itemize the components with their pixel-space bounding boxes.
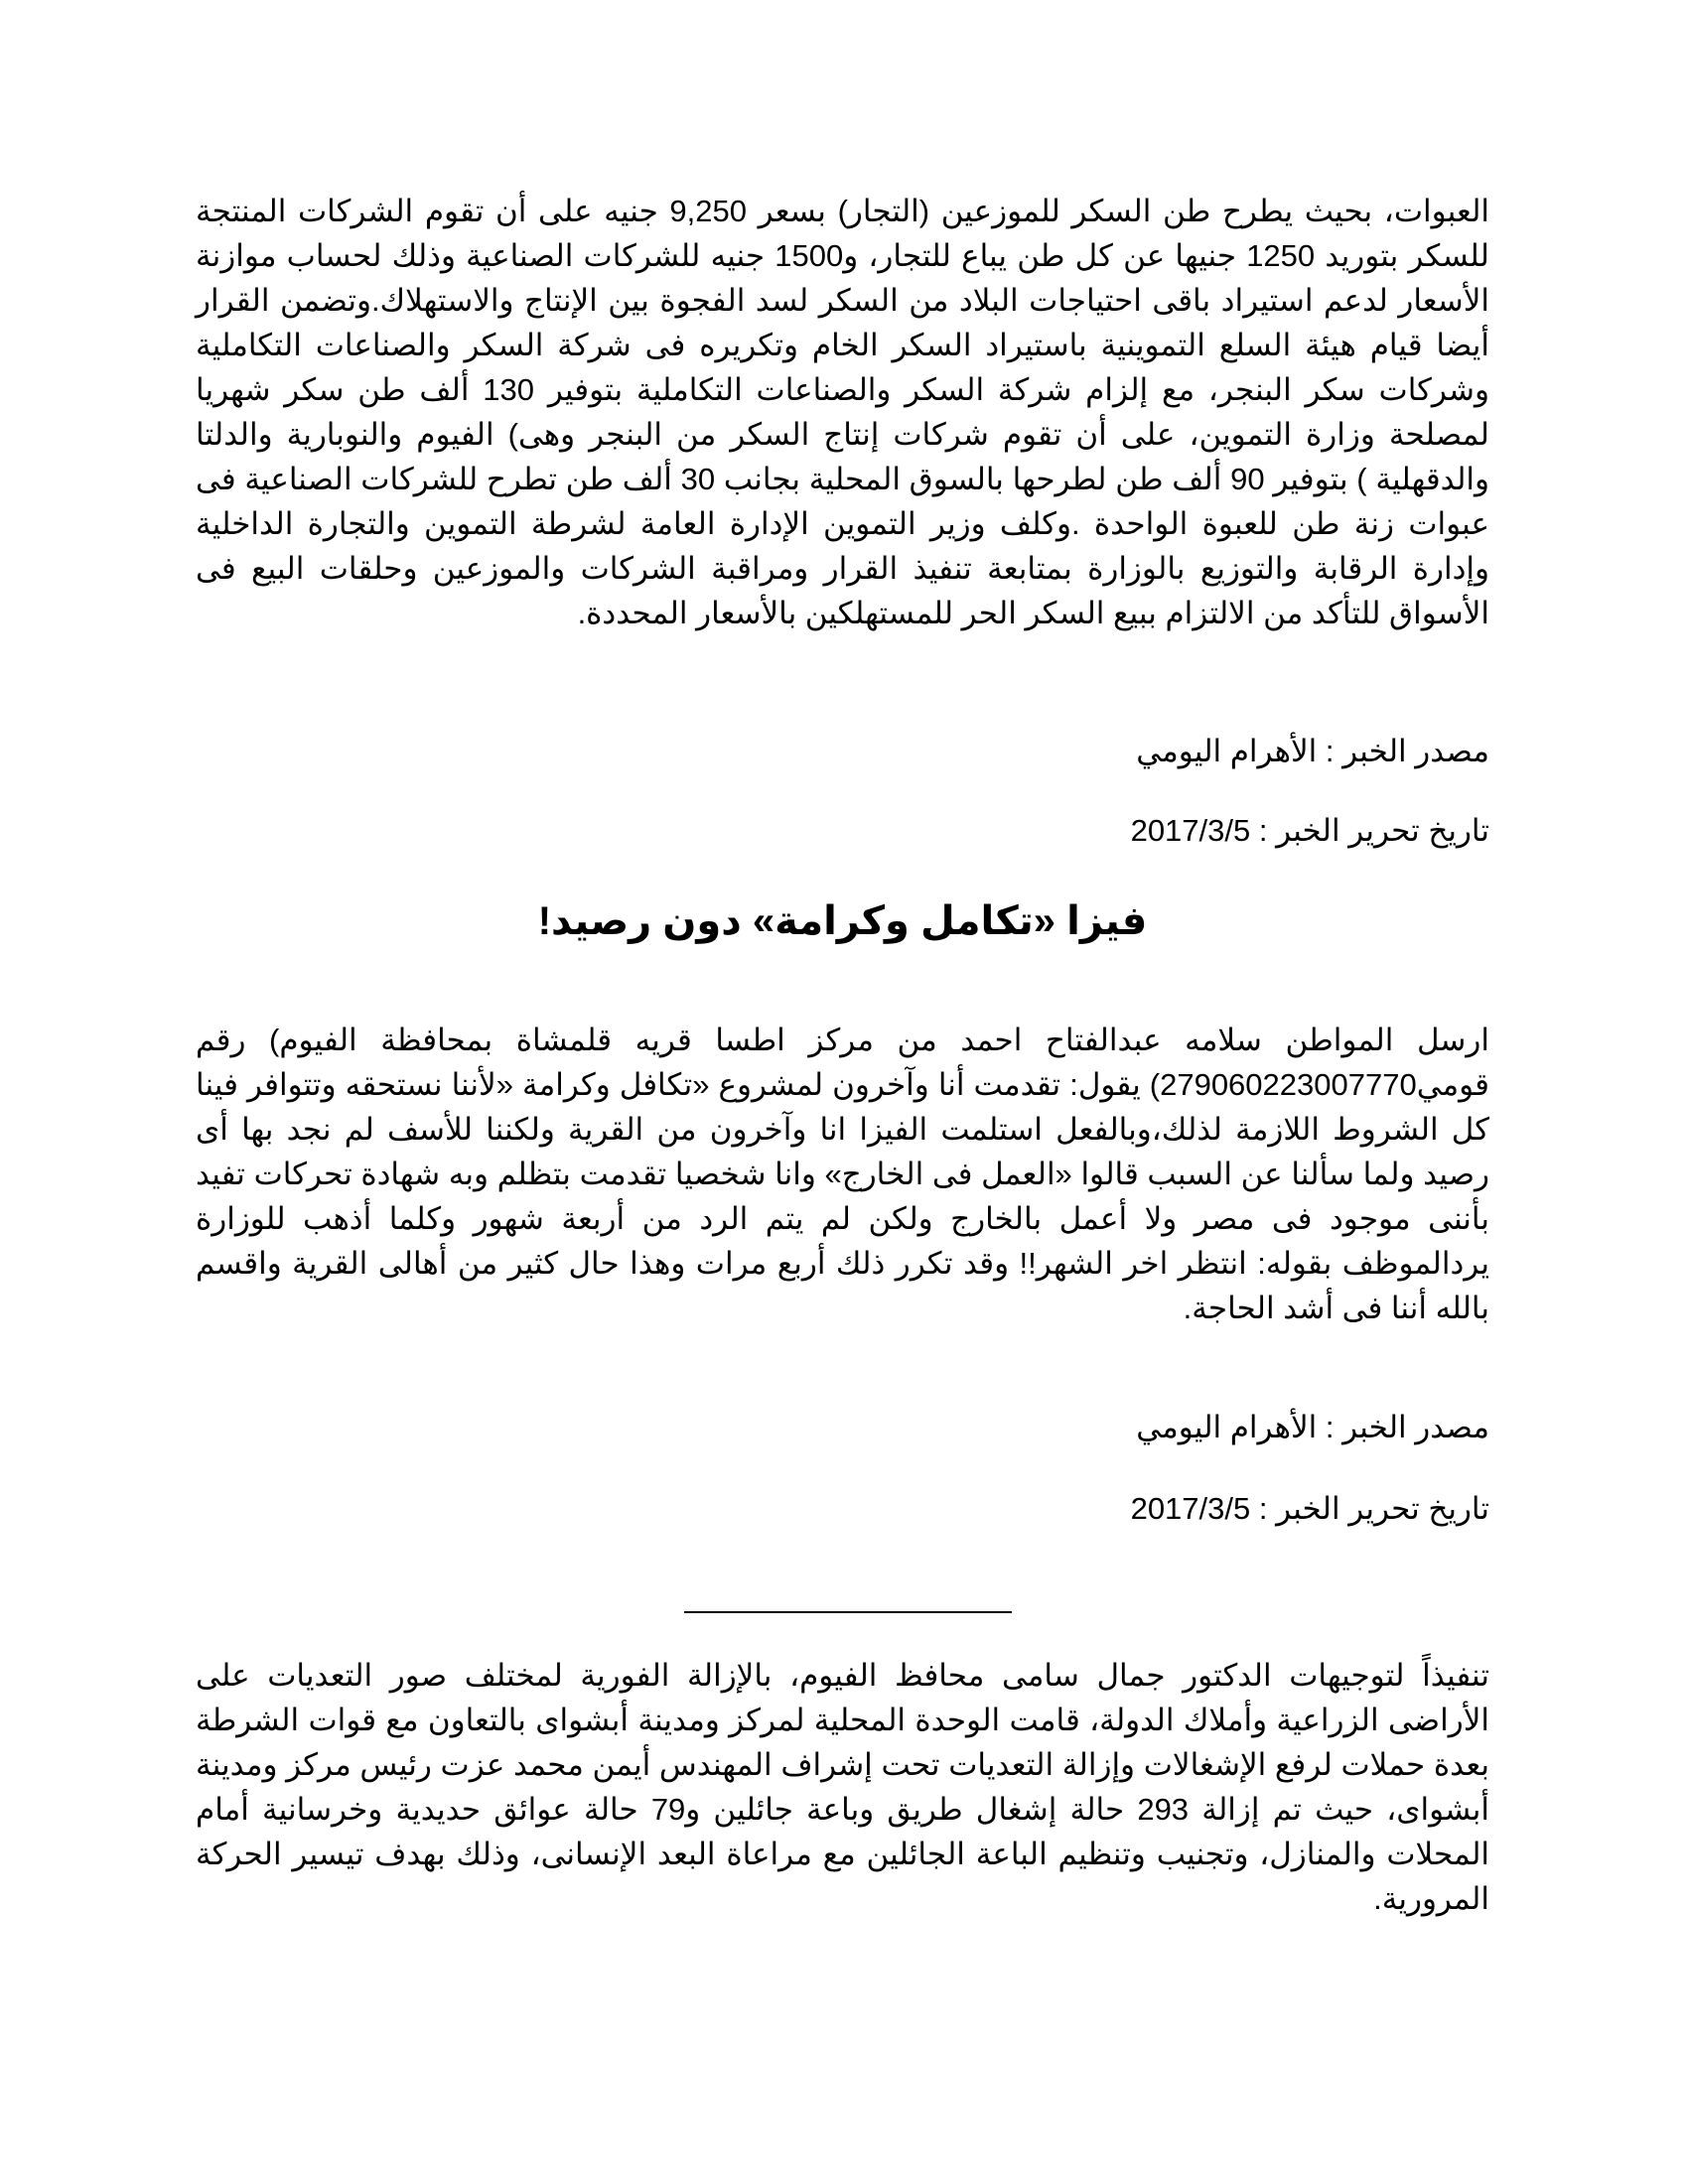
article-2-source: مصدر الخبر : الأهرام اليومي: [1136, 1410, 1489, 1444]
article-3-body: تنفيذاً لتوجيهات الدكتور جمال سامى محافظ الفيوم، بالإزالة الفورية لمختلف صور التعديات على الأراضى الزراعية وأملاك الدولة، قامت الوحدة المحلية لمركز ومدينة أبشواى بالتعاون مع قوات الشرطة بعدة حملات لرفع الإشغالات وإزالة التعديات تحت إشراف المهندس أيمن محمد عزت رئيس مركز ومدينة أبشواى، حيث تم إزالة 293 حالة إشغال طريق وباعة جائلين و79 حالة عوائق حديدية وخرسانية أمام المحلات والمنازل، وتجنيب وتنظيم الباعة الجائلين مع مراعاة البعد الإنسانى، وذلك بهدف تيسير الحركة المرورية.: [196, 1658, 1489, 1916]
article-1-source: مصدر الخبر : الأهرام اليومي: [1136, 734, 1489, 768]
article-2-date: تاريخ تحرير الخبر : 2017/3/5: [1130, 1491, 1489, 1526]
article-2-headline: فيزا «تكامل وكرامة» دون رصيد!: [537, 899, 1148, 943]
article-2-body: ارسل المواطن سلامه عبدالفتاح احمد من مركز اطسا قريه قلمشاة بمحافظة الفيوم) رقم قومي27906022300777​0) يقول: تقدمت أنا وآخرون لمشروع «تكافل وكرامة «لأننا نستحقه وتتوافر فينا كل الشروط اللازمة لذلك،وبالفعل استلمت الفيزا انا وآخرون من القرية ولكننا للأسف لم نجد بها أى رصيد ولما سألنا عن السبب قالوا «العمل فى الخارج» وانا شخصيا تقدمت بتظلم وبه شهادة تحركات تفيد بأننى موجود فى مصر ولا أعمل بالخارج ولكن لم يتم الرد من أربعة شهور وكلما أذهب للوزارة يردالموظف بقوله: انتظر اخر الشهر!! وقد تكرر ذلك أربع مرات وهذا حال كثير من أهالى القرية واقسم بالله أننا فى أشد الحاجة.: [196, 1023, 1489, 1325]
article-1-date: تاريخ تحرير الخبر : 2017/3/5: [1130, 813, 1489, 848]
article-1-body: العبوات، بحيث يطرح طن السكر للموزعين (التجار) بسعر 9,250 جنيه على أن تقوم الشركات المنتجة للسكر بتوريد 1250 جنيها عن كل طن يباع للتجار، و1500 جنيه للشركات الصناعية وذلك لحساب موازنة الأسعار لدعم استيراد باقى احتياجات البلاد من السكر لسد الفجوة بين الإنتاج والاستهلاك.وتضمن القرار أيضا قيام هيئة السلع التموينية باستيراد السكر الخام وتكريره فى شركة السكر والصناعات التكاملية وشركات سكر البنجر، مع إلزام شركة السكر والصناعات التكاملية بتوفير 130 ألف طن سكر شهريا لمصلحة وزارة التموين، على أن تقوم شركات إنتاج السكر من البنجر وهى) الفيوم والنوبارية والدلتا والدقهلية ) بتوفير 90 ألف طن لطرحها بالسوق المحلية بجانب 30 ألف طن تطرح للشركات الصناعية فى عبوات زنة طن للعبوة الواحدة .وكلف وزير التموين الإدارة العامة لشرطة التموين والتجارة الداخلية وإدارة الرقابة والتوزيع بالوزارة بمتابعة تنفيذ القرار ومراقبة الشركات والموزعين وحلقات البيع فى الأسواق للتأكد من الالتزام ببيع السكر الحر للمستهلكين بالأسعار المحددة.: [196, 194, 1489, 630]
separator-line: [684, 1611, 1012, 1613]
